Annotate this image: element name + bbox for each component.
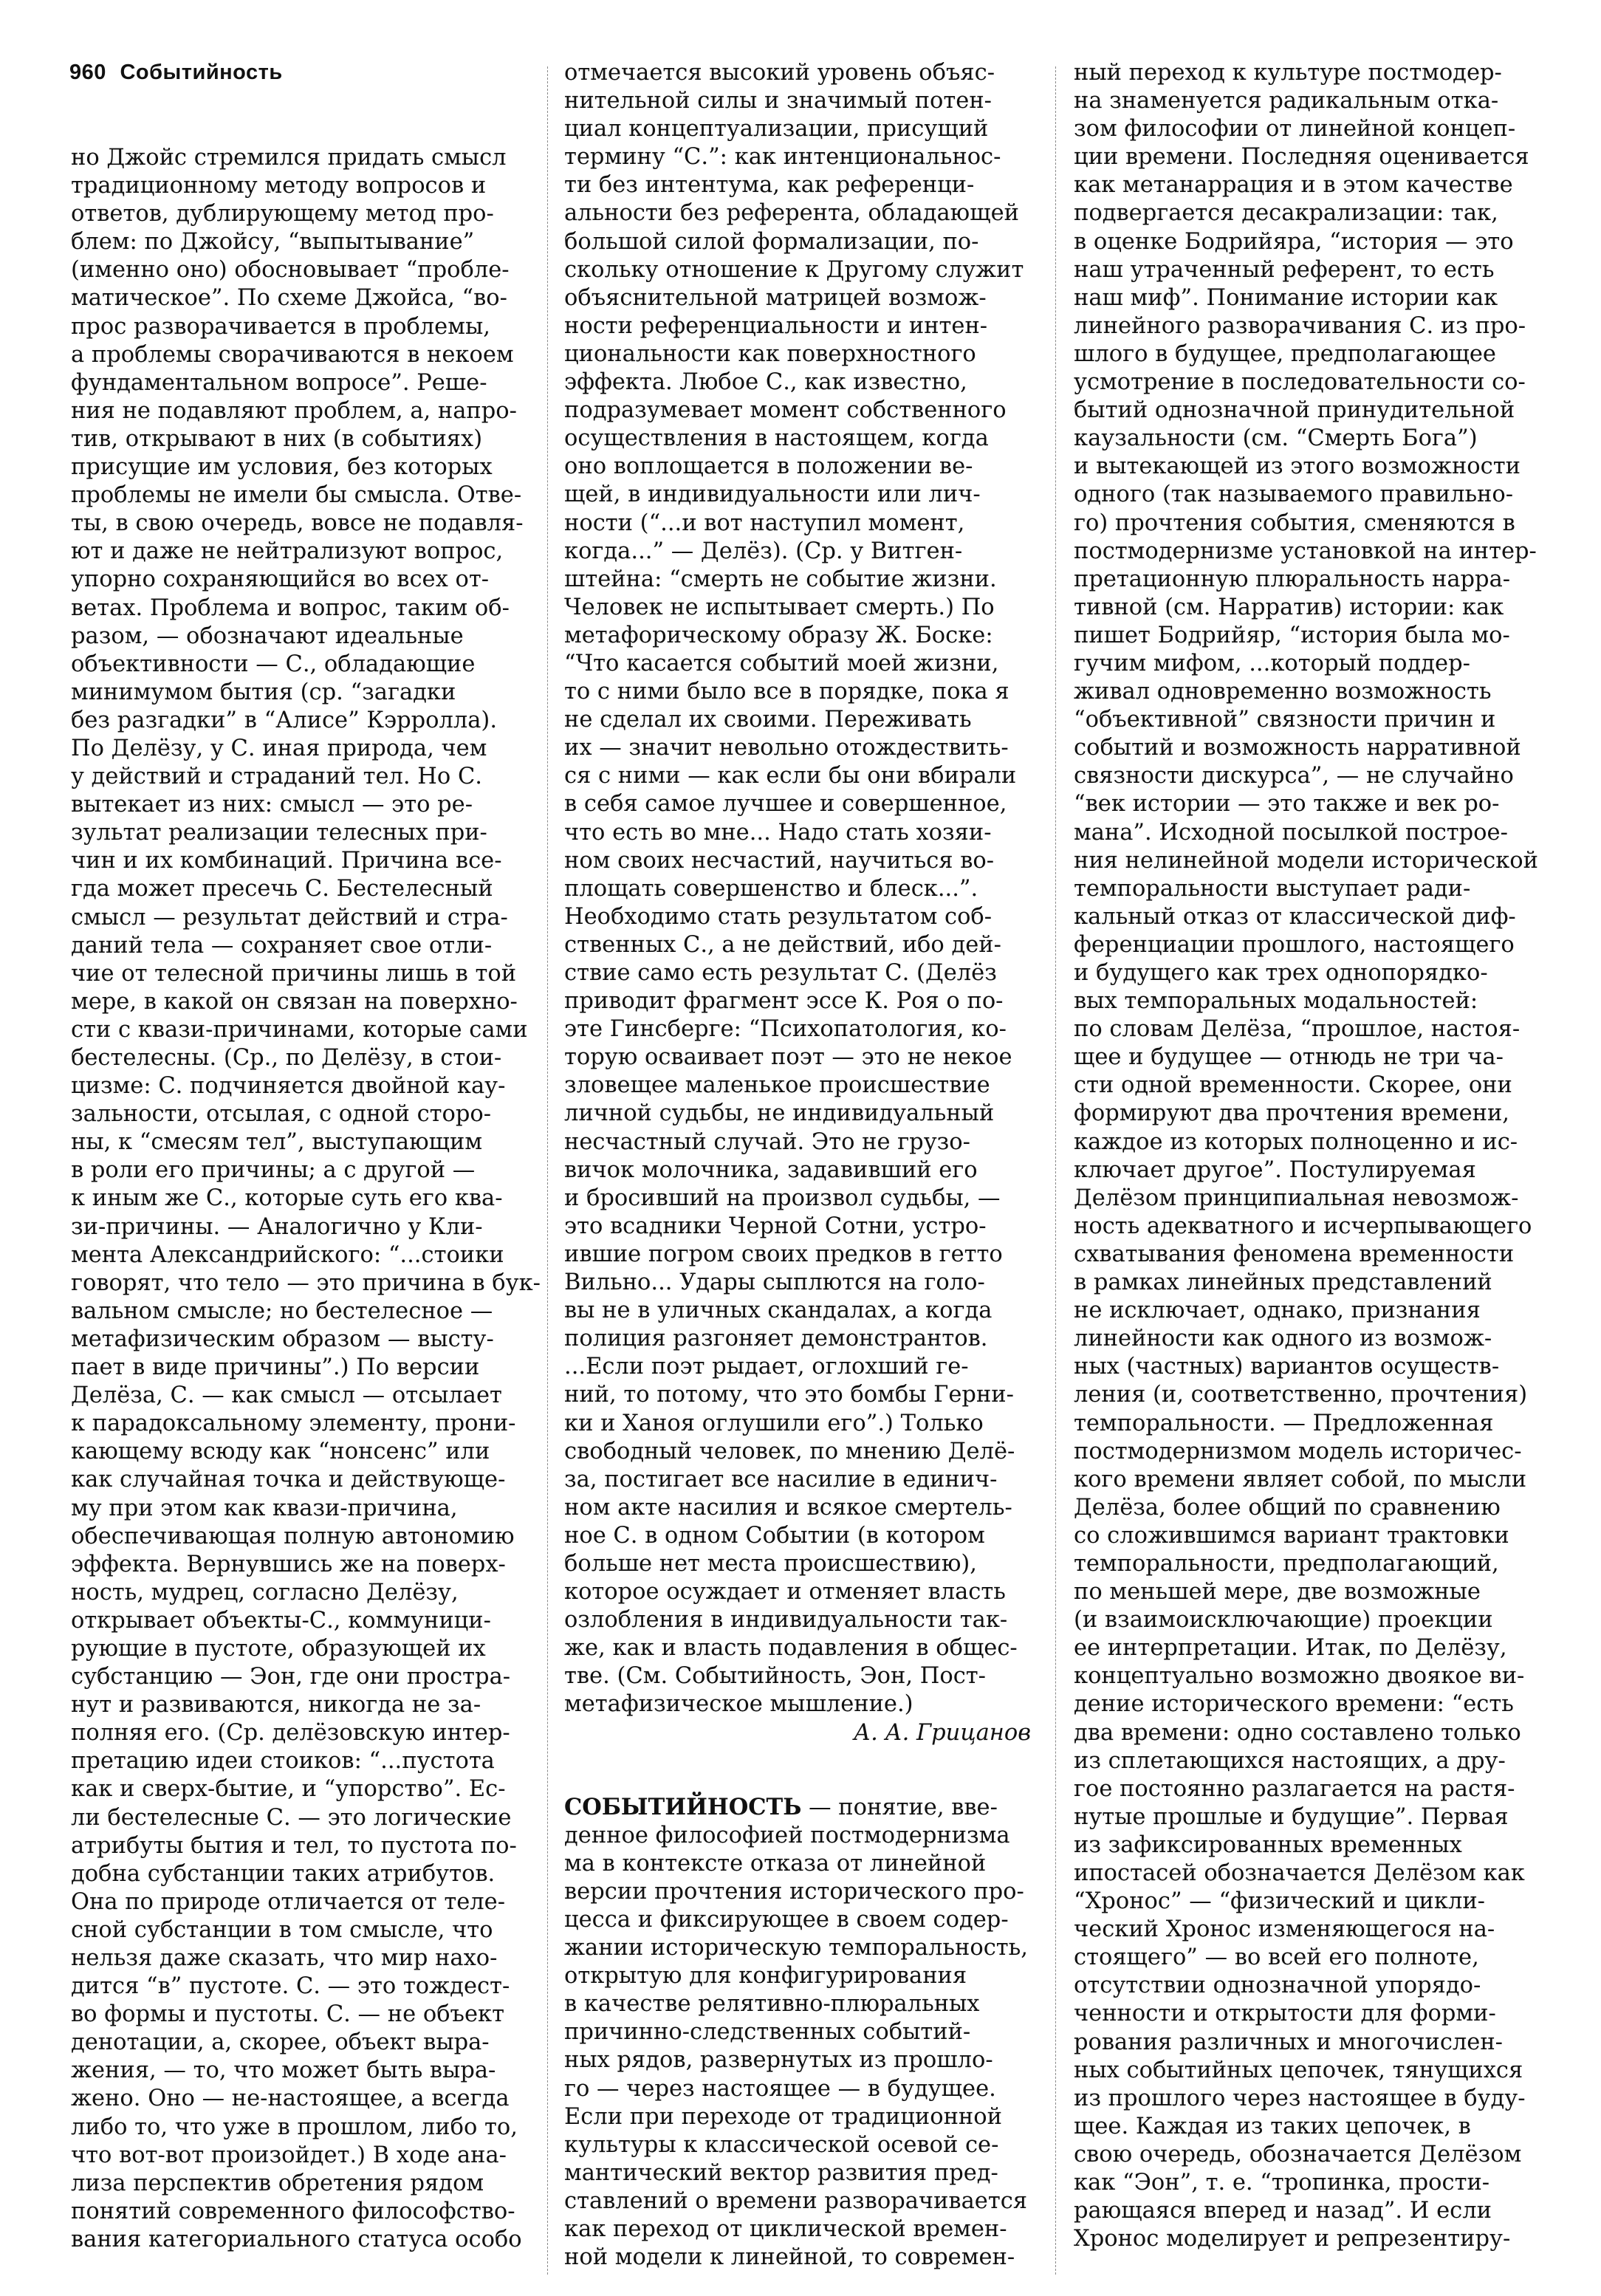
text-line: го) прочтения события, сменяются в [1074, 510, 1515, 536]
text-line: вичок молочника, задавивший его [564, 1156, 978, 1183]
text-line: По Делёзу, у С. иная природа, чем [71, 735, 487, 761]
text-line: Делёзом принципиальная невозмож- [1074, 1185, 1519, 1211]
text-line: ной модели к линейной, то современ- [564, 2244, 1015, 2271]
text-line: личной судьбы, не индивидуальный [564, 1100, 995, 1127]
entry-first-line-rest: — понятие, вве- [801, 1794, 998, 1820]
text-line: альности без референта, обладающей [564, 200, 1019, 227]
text-line: концептуально возможно двоякое ви- [1074, 1663, 1525, 1690]
text-line: жании историческую темпоральность, [564, 1935, 1028, 1961]
text-line: наш утраченный референт, то есть [1074, 256, 1495, 283]
text-line: сти с квази-причинами, которые сами [71, 1016, 528, 1043]
text-line: же, как и власть подавления в общес- [564, 1635, 1018, 1662]
text-line: наш миф”. Понимание истории как [1074, 284, 1498, 311]
text-line: ма в контексте отказа от линейной [564, 1850, 987, 1877]
text-line: формируют два прочтения времени, [1074, 1100, 1509, 1127]
page-number: 960 [69, 61, 106, 84]
text-line: ференциации прошлого, настоящего [1074, 931, 1515, 958]
text-line: это всадники Черной Сотни, устро- [564, 1213, 987, 1239]
text-line: ки и Ханоя оглушили его”.) Только [564, 1410, 984, 1436]
text-line: бестелесны. (Ср., по Делёзу, в стои- [71, 1045, 502, 1071]
text-line: то с ними было все в порядке, пока я [564, 679, 1009, 705]
text-line: торую осваивает поэт — это не некое [564, 1044, 1012, 1071]
text-line: минимумом бытия (ср. “загадки [71, 679, 456, 705]
text-line: схватывания феномена временности [1074, 1241, 1515, 1267]
text-line: сной субстанции в том смысле, что [71, 1916, 493, 1943]
text-line: каузальности (см. “Смерть Бога”) [1074, 425, 1478, 452]
text-line: причинно-следственных событий- [564, 2019, 971, 2046]
text-line: щей, в индивидуальности или лич- [564, 482, 981, 508]
text-line: (именно оно) обосновывает “пробле- [71, 257, 510, 284]
text-line: событий и возможность нарративной [1074, 735, 1521, 761]
text-line: озлобления в индивидуальности так- [564, 1607, 1008, 1634]
text-line: ствие само есть результат С. (Делёз [564, 960, 997, 986]
entry-headword: СОБЫТИЙНОСТЬ [564, 1793, 802, 1820]
text-line: прос разворачивается в проблемы, [71, 313, 490, 340]
text-line: гда может пресечь С. Бестелесный [71, 876, 493, 902]
text-line: ны, к “смесям тел”, выступающим [71, 1129, 483, 1156]
text-line: оно воплощается в положении ве- [564, 453, 973, 480]
text-line: метафорическому образу Ж. Боске: [564, 622, 993, 648]
text-line: как случайная точка и действующе- [71, 1467, 506, 1493]
text-line: линейности как одного из возмож- [1074, 1326, 1492, 1352]
text-line: ти без интентума, как референци- [564, 172, 975, 199]
text-line: вых темпоральных модальностей: [1074, 988, 1478, 1015]
text-line: темпоральности выступает ради- [1074, 875, 1471, 902]
running-title: Событийность [120, 61, 283, 84]
text-line: темпоральности. — Предложенная [1074, 1410, 1494, 1436]
text-line: денотации, а, скорее, объект выра- [71, 2029, 490, 2056]
text-line: ченности и открытости для форми- [1074, 2001, 1496, 2027]
text-line: стоящего” — во всей его полноте, [1074, 1944, 1479, 1971]
text-line: вытекает из них: смысл — это ре- [71, 792, 473, 818]
text-line: постмодернизмом модель историчес- [1074, 1438, 1522, 1464]
text-line: в рамках линейных представлений [1074, 1269, 1492, 1296]
text-line: больше нет места происшествию), [564, 1550, 977, 1577]
text-line: не исключает, однако, признания [1074, 1298, 1481, 1324]
text-line: со сложившимся вариант трактовки [1074, 1522, 1509, 1549]
text-line: смысл — результат действий и стра- [71, 904, 508, 931]
text-line: что вот-вот произойдет.) В ходе ана- [71, 2142, 507, 2168]
text-line: мента Александрийского: “...стоики [71, 1241, 504, 1268]
text-line: кого времени являет собой, по мысли [1074, 1466, 1527, 1493]
text-line: из сплетающихся настоящих, а дру- [1074, 1747, 1506, 1774]
text-line: одного (так называемого правильно- [1074, 482, 1514, 508]
text-line: цесса и фиксирующее в своем содер- [564, 1907, 1009, 1933]
text-line: тив, открывают в них (в событиях) [71, 425, 483, 452]
text-line: во формы и пустоты. С. — не объект [71, 2001, 504, 2028]
text-line: ...Если поэт рыдает, оглохший ге- [564, 1354, 969, 1380]
text-line: обеспечивающая полную автономию [71, 1523, 515, 1549]
text-line: скольку отношение к Другому служит [564, 256, 1024, 283]
text-line: метафизическим образом — высту- [71, 1326, 494, 1352]
text-line: фундаментальном вопросе”. Реше- [71, 369, 487, 396]
text-line: к парадоксальному элементу, прони- [71, 1411, 516, 1437]
text-line: му при этом как квази-причина, [71, 1495, 458, 1521]
text-line: гучим мифом, ...который поддер- [1074, 650, 1470, 676]
text-line: из зафиксированных временных [1074, 1831, 1462, 1858]
running-header [69, 61, 283, 85]
text-line: циал концептуализации, присущий [564, 116, 989, 143]
text-line: которое осуждает и отменяет власть [564, 1579, 1006, 1606]
text-line: связности дискурса”, — не случайно [1074, 763, 1514, 789]
text-line: ключает другое”. Постулируемая [1074, 1156, 1476, 1183]
text-line: Вильно... Удары сыплются на голо- [564, 1269, 985, 1296]
text-line: бытий однозначной принудительной [1074, 397, 1515, 424]
text-line: ность, мудрец, согласно Делёзу, [71, 1579, 459, 1606]
text-line: свободный человек, по мнению Делё- [564, 1438, 1015, 1464]
text-line: ют и даже не нейтрализуют вопрос, [71, 538, 504, 565]
text-line: ления (и, соответственно, прочтения) [1074, 1382, 1528, 1408]
text-column-1 [71, 144, 541, 2271]
text-line: ных (частных) вариантов осуществ- [1074, 1354, 1500, 1380]
article-author: А. А. Грицанов [853, 1719, 1031, 1746]
text-line: Если при переходе от традиционной [564, 2103, 1002, 2130]
text-line: ственных С., а не действий, ибо дей- [564, 931, 1001, 958]
text-line: мере, в какой он связан на поверхно- [71, 988, 518, 1015]
text-line: даний тела — сохраняет свое отли- [71, 932, 493, 959]
text-line: Она по природе отличается от теле- [71, 1888, 506, 1915]
text-line: разом, — обозначают идеальные [71, 623, 464, 649]
text-line: по словам Делёза, “прошлое, настоя- [1074, 1016, 1521, 1043]
text-line: ты, в свою очередь, вовсе не подавля- [71, 510, 524, 537]
text-line: большой силой формализации, по- [564, 228, 979, 255]
text-line: ных рядов, развернутых из прошло- [564, 2047, 993, 2074]
text-line: нут и развиваются, никогда не за- [71, 1692, 481, 1718]
text-line: открытую для конфигурирования [564, 1963, 967, 1990]
text-line: блем: по Джойсу, “выпытывание” [71, 229, 475, 256]
text-line: “Хронос” — “физический и цикли- [1074, 1888, 1485, 1915]
text-line: их — значит невольно отождествить- [564, 735, 1009, 761]
text-line: денное философией постмодернизма [564, 1822, 1010, 1848]
text-line: у действий и страданий тел. Но С. [71, 764, 482, 790]
text-line: традиционному методу вопросов и [71, 173, 487, 199]
text-line: нельзя даже сказать, что мир нахо- [71, 1945, 498, 1971]
text-line: в роли его причины; а с другой — [71, 1157, 476, 1184]
text-line: кающему всюду как “нонсенс” или [71, 1439, 490, 1465]
text-line: по меньшей мере, две возможные [1074, 1579, 1481, 1606]
text-line: культуры к классической осевой се- [564, 2131, 999, 2158]
text-line: площать совершенство и блеск...”. [564, 875, 978, 902]
text-line: в себя самое лучшее и совершенное, [564, 791, 1007, 818]
text-line: как метанаррация и в этом качестве [1074, 172, 1513, 199]
text-line: термину “С.”: как интенциональнос- [564, 144, 1001, 171]
text-line: метафизическое мышление.) [564, 1691, 913, 1718]
text-line: ли бестелесные С. — это логические [71, 1804, 512, 1831]
text-line: несчастный случай. Это не грузо- [564, 1128, 970, 1155]
text-line: цизме: С. подчиняется двойной кау- [71, 1073, 506, 1100]
text-line: ности (“...и вот наступил момент, [564, 510, 965, 536]
text-line: в оценке Бодрийяра, “история — это [1074, 228, 1514, 255]
entry-gap [564, 1747, 1037, 1793]
text-line: нительной силы и значимый потен- [564, 88, 992, 114]
text-line: но Джойс стремился придать смысл [71, 145, 507, 171]
text-line: тве. (См. Событийность, Эон, Пост- [564, 1663, 986, 1690]
text-line: добна субстанции таких атрибутов. [71, 1860, 496, 1887]
text-line: претацию идеи стоиков: “...пустота [71, 1748, 495, 1775]
text-line: отсутствии однозначной упорядо- [1074, 1973, 1481, 1999]
text-line: каждое из которых полноценно и ис- [1074, 1128, 1518, 1155]
text-line: живал одновременно возможность [1074, 679, 1492, 705]
text-line: ставлений о времени разворачивается [564, 2187, 1028, 2214]
text-line: темпоральности, предполагающий, [1074, 1550, 1499, 1577]
text-line: в качестве релятивно-плюральных [564, 1991, 980, 2018]
text-line: го — через настоящее — в будущее. [564, 2075, 996, 2102]
text-line: как и сверх-бытие, и “упорство”. Ес- [71, 1776, 506, 1803]
text-line: шлого в будущее, предполагающее [1074, 340, 1496, 367]
text-line: зи-причины. — Аналогично у Кли- [71, 1213, 483, 1240]
text-line: объективности — С., обладающие [71, 651, 476, 677]
text-line: ное С. в одном Событии (в котором [564, 1522, 985, 1549]
text-line: из прошлого через настоящее в буду- [1074, 2085, 1526, 2111]
text-line: рающаяся вперед и назад”. И если [1074, 2198, 1492, 2224]
text-line: Хронос моделирует и репрезентиру- [1074, 2226, 1511, 2252]
text-line: ния нелинейной модели исторической [1074, 847, 1538, 874]
text-line: за, постигает все насилие в единич- [564, 1466, 998, 1493]
text-line: понятий современного философство- [71, 2198, 515, 2224]
text-line: подвергается десакрализации: так, [1074, 200, 1498, 227]
text-line: зловещее маленькое происшествие [564, 1072, 990, 1099]
text-line: ния не подавляют проблем, а, напро- [71, 397, 517, 424]
text-line: ческий Хронос изменяющегося на- [1074, 1916, 1495, 1943]
text-line: полняя его. (Ср. делёзовскую интер- [71, 1720, 510, 1747]
text-line: “Что касается событий моей жизни, [564, 650, 999, 676]
text-line: зультат реализации телесных при- [71, 820, 487, 846]
text-line: не сделал их своими. Переживать [564, 707, 972, 733]
text-line: эффекта. Любое С., как известно, [564, 369, 967, 396]
text-line: ный переход к культуре постмодер- [1074, 60, 1502, 86]
text-line: линейного разворачивания С. из про- [1074, 312, 1526, 339]
text-line: пишет Бодрийяр, “история была мо- [1074, 622, 1510, 648]
text-line: ипостасей обозначается Делёзом как [1074, 1860, 1525, 1886]
text-line: зом философии от линейной концеп- [1074, 116, 1516, 143]
text-line: версии прочтения исторического про- [564, 1878, 1024, 1905]
text-line: эффекта. Вернувшись же на поверх- [71, 1551, 506, 1577]
text-line: когда...” — Делёз). (Ср. у Витген- [564, 538, 963, 564]
text-line: как переход от циклической времен- [564, 2216, 1007, 2243]
text-line: ном акте насилия и всякое смертель- [564, 1494, 1012, 1521]
text-line: ний, то потому, что это бомбы Герни- [564, 1382, 1014, 1408]
text-line: ившие погром своих предков в гетто [564, 1241, 1003, 1267]
column-divider-1 [547, 66, 548, 2275]
text-line: упорно сохраняющийся во всех от- [71, 566, 490, 593]
text-line: ции времени. Последняя оценивается [1074, 144, 1529, 171]
text-line: субстанцию — Эон, где они простра- [71, 1664, 511, 1690]
text-line: чин и их комбинаций. Причина все- [71, 848, 502, 874]
text-line: тивной (см. Нарратив) истории: как [1074, 594, 1504, 620]
text-line: свою очередь, обозначается Делёзом [1074, 2141, 1522, 2168]
text-line: нутые прошлые и будущие”. Первая [1074, 1803, 1509, 1830]
text-line: мантический вектор развития пред- [564, 2159, 998, 2186]
text-line: претационную плюральность нарра- [1074, 566, 1511, 592]
text-line: дение исторического времени: “есть [1074, 1691, 1514, 1718]
text-line: щее. Каждая из таких цепочек, в [1074, 2113, 1471, 2139]
text-line: без разгадки” в “Алисе” Кэрролла). [71, 707, 498, 733]
text-line: постмодернизме установкой на интер- [1074, 538, 1537, 564]
text-line: к иным же С., которые суть его ква- [71, 1185, 503, 1212]
text-line: и будущего как трех однопорядко- [1074, 960, 1488, 986]
text-line: усмотрение в последовательности со- [1074, 369, 1526, 396]
text-line: открывает объекты-С., коммуници- [71, 1607, 491, 1634]
text-line: и вытекающей из этого возможности [1074, 453, 1521, 480]
text-line: как “Эон”, т. е. “тропинка, прости- [1074, 2170, 1490, 2196]
text-line: два времени: одно составлено только [1074, 1719, 1521, 1746]
text-line: осуществления в настоящем, когда [564, 425, 989, 452]
text-line: гое постоянно разлагается на растя- [1074, 1775, 1515, 1802]
text-line: полиция разгоняет демонстрантов. [564, 1326, 988, 1352]
text-line: присущие им условия, без которых [71, 454, 493, 481]
text-line: ном своих несчастий, научиться во- [564, 847, 995, 874]
text-line: приводит фрагмент эссе К. Роя о по- [564, 988, 1004, 1015]
text-line: ветах. Проблема и вопрос, таким об- [71, 594, 510, 621]
text-line: ность адекватного и исчерпывающего [1074, 1213, 1532, 1239]
text-line: жения, — то, что может быть выра- [71, 2057, 496, 2084]
text-line: Делёза, С. — как смысл — отсылает [71, 1382, 502, 1409]
text-line: ответов, дублирующему метод про- [71, 201, 494, 227]
text-line: ее интерпретации. Итак, по Делёзу, [1074, 1635, 1507, 1662]
column-divider-2 [1055, 66, 1056, 2275]
text-line: что есть во мне... Надо стать хозяи- [564, 819, 992, 846]
text-line: чие от телесной причины лишь в той [71, 960, 517, 987]
text-line: мана”. Исходной посылкой построе- [1074, 819, 1508, 846]
text-line: а проблемы сворачиваются в некоем [71, 341, 514, 368]
text-line: атрибуты бытия и тел, то пустота по- [71, 1832, 517, 1859]
text-line: Делёза, более общий по сравнению [1074, 1494, 1501, 1521]
text-line: подразумевает момент собственного [564, 397, 1007, 424]
text-column-2 [564, 59, 1037, 2271]
text-line: ся с ними — как если бы они вбирали [564, 763, 1017, 789]
text-line: проблемы не имели бы смысла. Отве- [71, 482, 522, 509]
text-line: ности референциальности и интен- [564, 312, 988, 339]
text-line: говорят, что тело — это причина в бук- [71, 1269, 541, 1296]
text-line: лиза перспектив обретения рядом [71, 2170, 484, 2196]
text-line: дится “в” пустоте. С. — это тождест- [71, 1973, 510, 2000]
text-line: вальном смысле; но бестелесное — [71, 1298, 493, 1324]
text-line: зальности, отсылая, с одной сторо- [71, 1101, 492, 1128]
text-line: вания категориального статуса особо [71, 2226, 522, 2252]
text-line: циональности как поверхностного [564, 340, 976, 367]
text-line: щее и будущее — отнюдь не три ча- [1074, 1044, 1504, 1071]
text-line: (и взаимоисключающие) проекции [1074, 1607, 1493, 1634]
text-line: кальный отказ от классической диф- [1074, 903, 1516, 930]
text-line: и бросивший на произвол судьбы, — [564, 1185, 1001, 1211]
text-line: либо то, что уже в прошлом, либо то, [71, 2114, 518, 2140]
text-line: матическое”. По схеме Джойса, “во- [71, 285, 507, 312]
text-line: Человек не испытывает смерть.) По [564, 594, 995, 620]
text-line: “объективной” связности причин и [1074, 707, 1496, 733]
entry-first-line [564, 1793, 1037, 1822]
text-line: на знаменуется радикальным отка- [1074, 88, 1499, 114]
text-line: объяснительной матрицей возмож- [564, 284, 987, 311]
text-line: жено. Оно — не-настоящее, а всегда [71, 2086, 510, 2112]
text-line: эте Гинсберге: “Психопатология, ко- [564, 1016, 1007, 1043]
text-line: сти одной временности. Скорее, они [1074, 1072, 1512, 1099]
text-line: штейна: “смерть не событие жизни. [564, 566, 997, 592]
text-line: вы не в уличных скандалах, а когда [564, 1298, 993, 1324]
text-line: рующие в пустоте, образующей их [71, 1635, 486, 1662]
text-line: пает в виде причины”.) По версии [71, 1354, 480, 1381]
text-line: “век истории — это также и век ро- [1074, 791, 1500, 818]
text-line: Необходимо стать результатом соб- [564, 903, 993, 930]
text-line: отмечается высокий уровень объяс- [564, 60, 995, 86]
text-column-3 [1074, 59, 1538, 2252]
text-line: ных событийных цепочек, тянущихся [1074, 2057, 1523, 2083]
text-line: рования различных и многочислен- [1074, 2029, 1503, 2055]
